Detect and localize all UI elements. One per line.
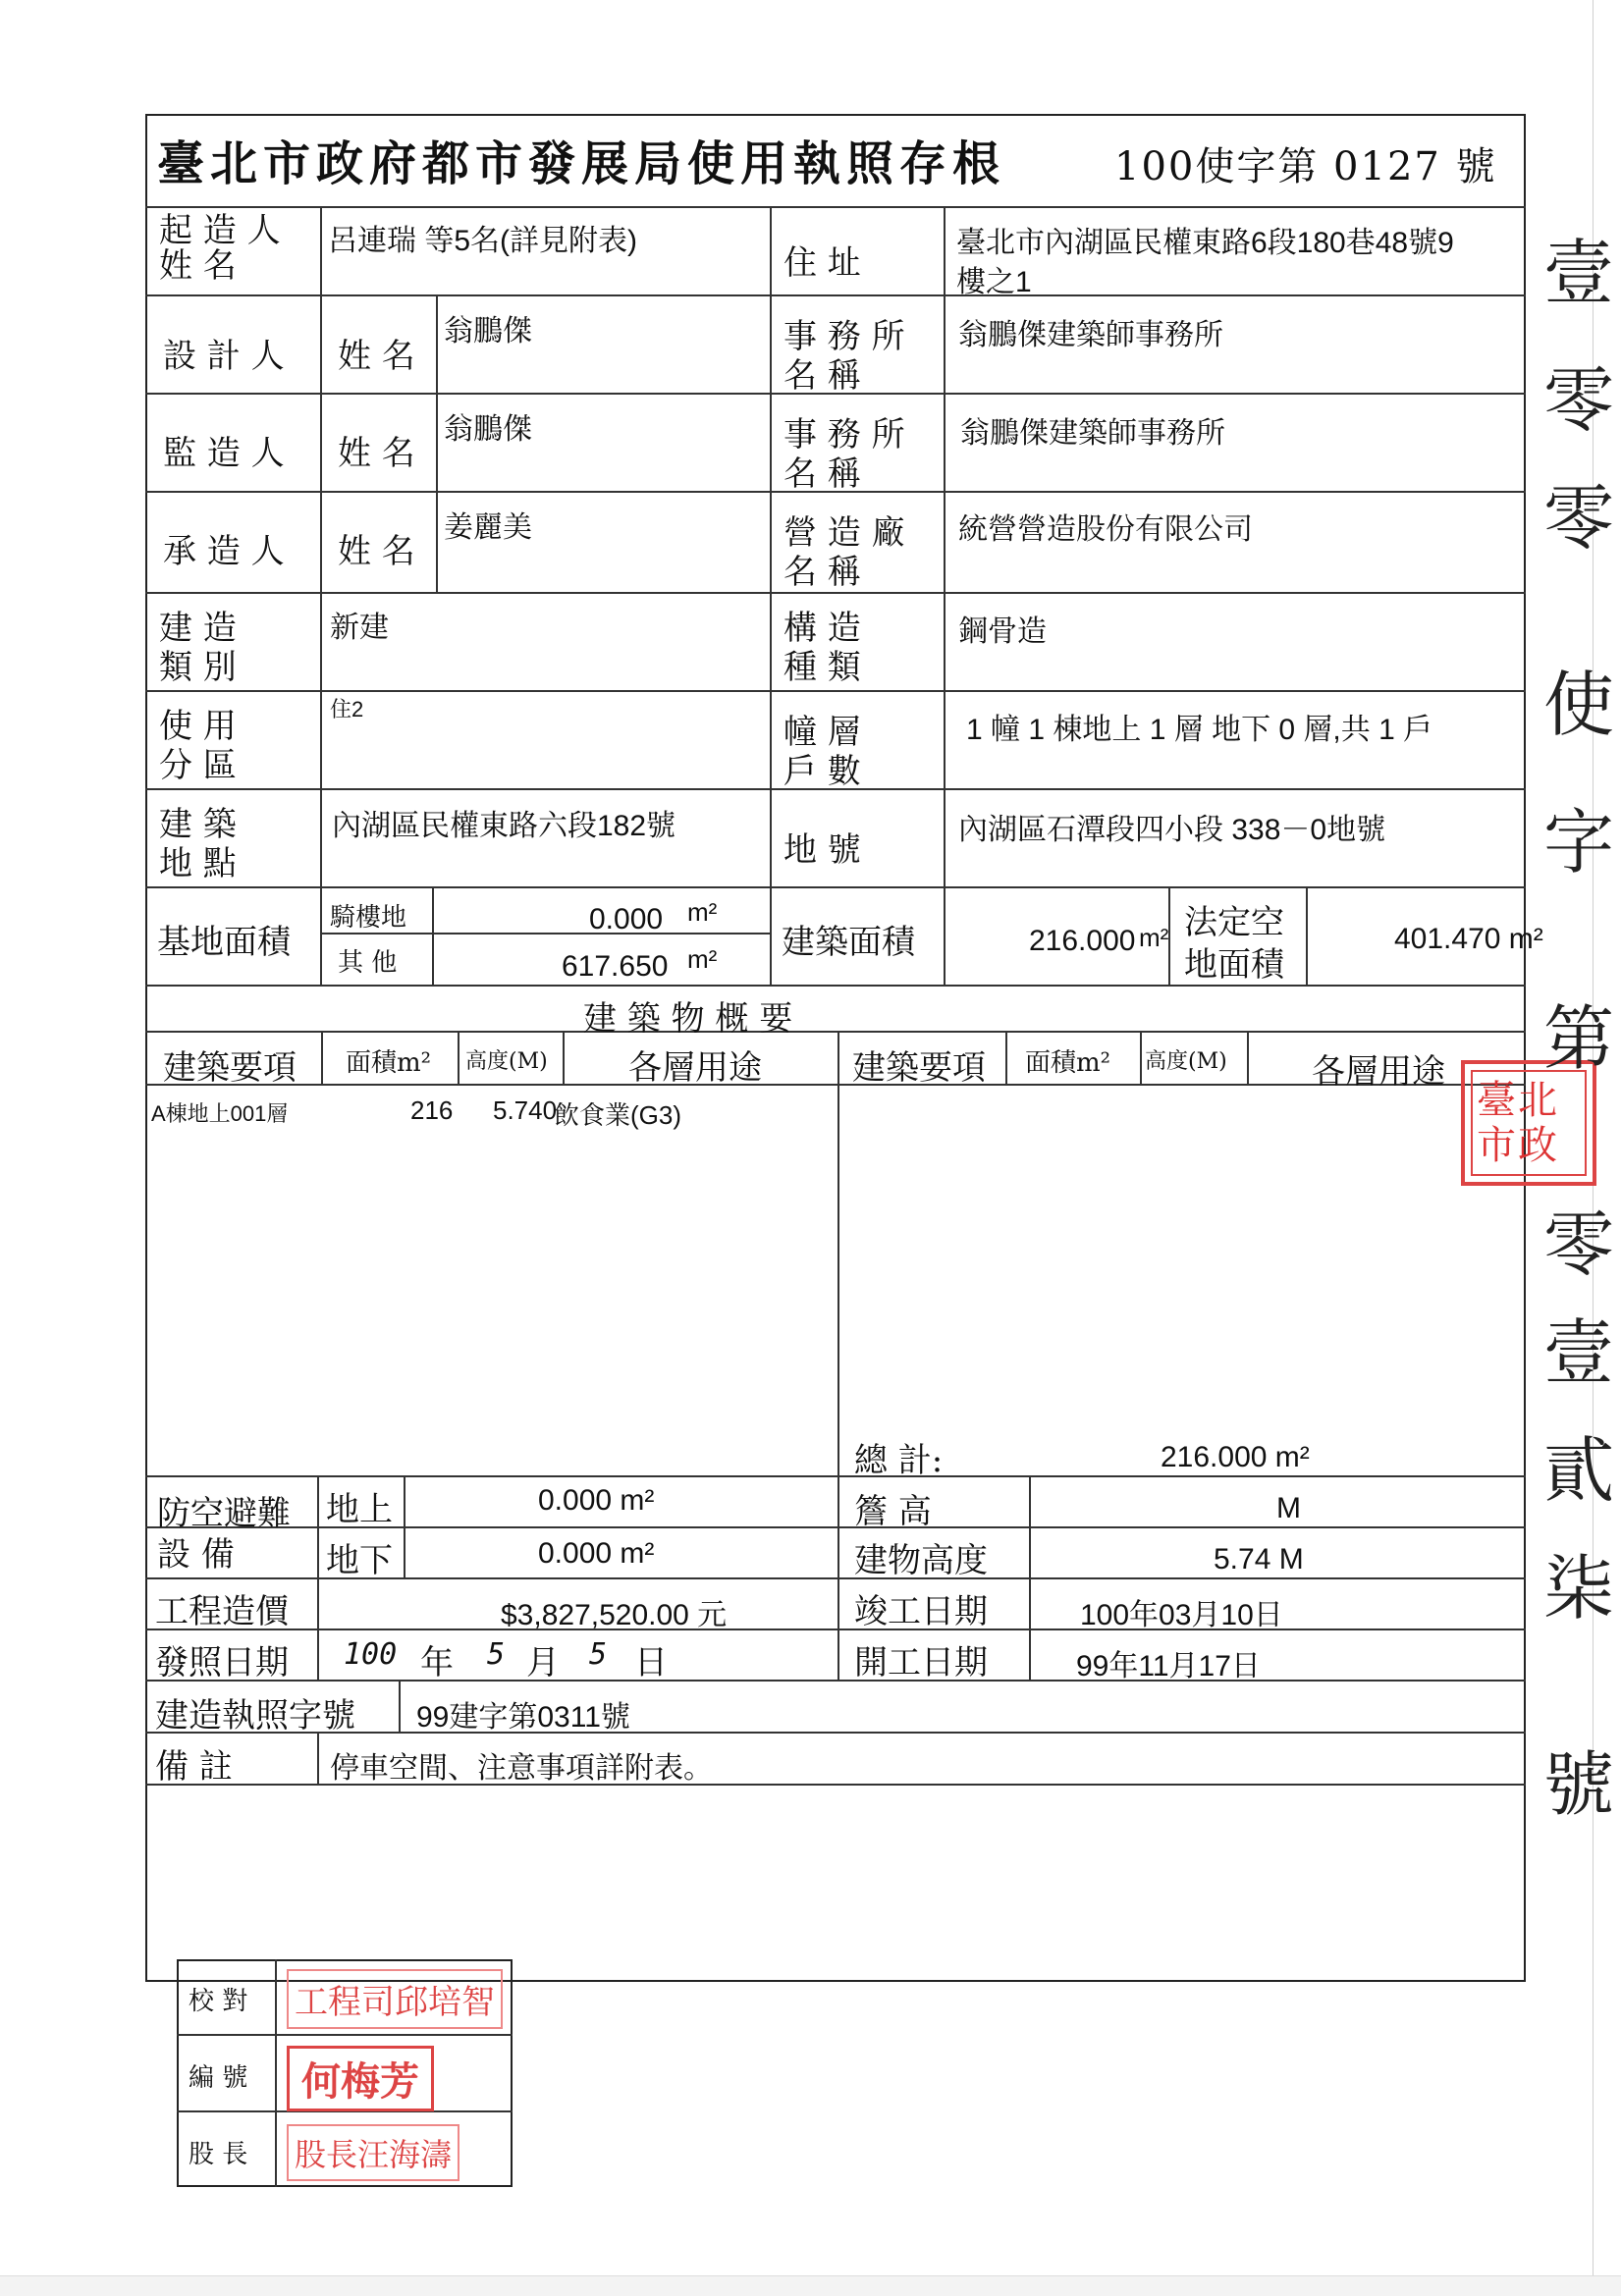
margin-char: 零: [1543, 477, 1615, 560]
rule: [838, 1475, 839, 1680]
col-area-right: 面積m²: [1025, 1048, 1111, 1078]
site-label-2: 地 點: [159, 844, 237, 883]
rule: [145, 294, 1526, 296]
rule: [145, 206, 1526, 208]
margin-char: 貳: [1543, 1429, 1615, 1512]
proofread-label: 校 對: [189, 1987, 248, 2016]
completion-date: 100年03月10日: [1080, 1599, 1283, 1631]
contractor-company: 統營營造股份有限公司: [958, 513, 1253, 546]
building-height-label: 建物高度: [854, 1541, 988, 1580]
floor-row-area: 216: [410, 1095, 454, 1125]
rule: [177, 2034, 513, 2036]
rule: [404, 1475, 405, 1577]
issue-day: 5: [589, 1637, 608, 1672]
supervisor-office-label-1: 事 務 所: [783, 415, 905, 454]
floor-row-use: 飲食業(G3): [554, 1100, 682, 1130]
margin-char: 零: [1543, 359, 1615, 442]
remarks-label: 備 註: [155, 1747, 233, 1787]
rule: [1140, 1031, 1142, 1084]
col-item-left: 建築要項: [163, 1048, 297, 1088]
rule: [145, 1031, 1526, 1033]
designer-label: 設 計 人: [163, 337, 285, 376]
rule: [145, 1680, 1526, 1682]
margin-char: 壹: [1543, 1311, 1615, 1394]
rule: [944, 206, 946, 985]
eaves-height: M: [1276, 1492, 1301, 1524]
overview-title: 建 築 物 概 要: [583, 999, 793, 1039]
supervisor-name-label: 姓 名: [338, 434, 415, 473]
rule: [432, 886, 434, 985]
rule: [1247, 1031, 1249, 1084]
rule: [145, 985, 1526, 987]
contractor-name-label: 姓 名: [338, 532, 415, 571]
units-label-1: 幢 層: [783, 713, 861, 752]
start-date: 99年11月17日: [1076, 1650, 1261, 1682]
margin-char: 柒: [1543, 1547, 1615, 1629]
col-use-right: 各層用途: [1312, 1052, 1445, 1092]
structure-label-1: 構 造: [783, 609, 861, 648]
building-area-unit: m²: [1139, 923, 1169, 952]
section-chief-label: 股 長: [189, 2140, 248, 2169]
building-height: 5.74 M: [1214, 1543, 1304, 1575]
rule: [145, 1475, 1526, 1477]
build-type-label-1: 建 造: [159, 609, 237, 648]
address-line-2: 樓之1: [956, 266, 1032, 298]
completion-label: 竣工日期: [854, 1592, 988, 1631]
floor-row-height: 5.740: [493, 1095, 558, 1125]
contractor-company-label-2: 名 稱: [783, 553, 861, 592]
rule: [563, 1031, 565, 1084]
open-space-area: 401.470 m²: [1394, 923, 1543, 955]
numbering-label: 編 號: [189, 2063, 248, 2093]
issue-label: 發照日期: [155, 1643, 289, 1682]
zone-label-1: 使 用: [159, 707, 237, 746]
other-area: 617.650: [562, 950, 669, 983]
eaves-label: 簷 高: [854, 1492, 932, 1531]
col-item-right: 建築要項: [852, 1048, 986, 1088]
total-label: 總 計:: [854, 1441, 944, 1480]
remarks-text: 停車空間、注意事項詳附表。: [330, 1752, 713, 1785]
zone-value: 住2: [330, 697, 364, 721]
seal-glyph: 臺北 市政: [1477, 1078, 1559, 1168]
building-area: 216.000: [1029, 925, 1136, 957]
issue-year: 100: [344, 1637, 398, 1672]
designer-office-label-2: 名 稱: [783, 356, 861, 396]
col-area-left: 面積m²: [346, 1048, 432, 1078]
rule: [838, 1031, 839, 1475]
shelter-above: 0.000 m²: [538, 1484, 655, 1517]
permit-number: 100使字第 0127 號: [1114, 144, 1497, 189]
margin-char: 使: [1543, 664, 1615, 746]
lot-label: 地 號: [783, 830, 861, 870]
proofread-signature-stamp: 工程司邱培智: [287, 1969, 503, 2029]
building-area-label: 建築面積: [782, 923, 915, 962]
units-value: 1 幢 1 棟地上 1 層 地下 0 層,共 1 戶: [966, 714, 1433, 746]
supervisor-label: 監 造 人: [163, 434, 285, 473]
rule: [317, 1732, 319, 1784]
chief-signature-stamp: 股長汪海濤: [287, 2124, 459, 2181]
designer-name: 翁鵬傑: [444, 315, 532, 347]
page-bottom-edge: [0, 2275, 1621, 2296]
shelter-above-label: 地上: [326, 1490, 393, 1529]
license-label: 建造執照字號: [155, 1696, 355, 1735]
col-height-right: 高度(M): [1145, 1049, 1227, 1074]
issue-month-char: 月: [526, 1643, 560, 1682]
rule: [275, 1959, 277, 2187]
rule: [458, 1031, 459, 1084]
numbering-signature-stamp: 何梅芳: [287, 2046, 434, 2111]
site-label-1: 建 築: [159, 805, 237, 844]
rule: [399, 1680, 401, 1732]
supervisor-office: 翁鵬傑建築師事務所: [960, 417, 1225, 450]
applicant-label: [159, 211, 311, 286]
col-height-left: 高度(M): [465, 1049, 548, 1074]
zone-label-2: 分 區: [159, 746, 237, 785]
col-use-left: 各層用途: [628, 1048, 762, 1088]
units-label-2: 戶 數: [783, 752, 861, 791]
start-label: 開工日期: [854, 1643, 988, 1682]
designer-office-label-1: 事 務 所: [783, 317, 905, 356]
margin-char: 第: [1543, 997, 1615, 1080]
build-type: 新建: [330, 612, 389, 644]
document-title: 臺北市政府都市發展局使用執照存根: [157, 136, 1006, 191]
rule: [145, 1629, 1526, 1630]
other-unit: m²: [687, 944, 718, 974]
rule: [321, 1031, 323, 1084]
open-space-label-2: 地面積: [1184, 945, 1284, 985]
shelter-below: 0.000 m²: [538, 1537, 655, 1570]
address-label: 住 址: [783, 243, 861, 283]
shelter-below-label: 地下: [326, 1541, 393, 1580]
floor-row-item: A棟地上001層: [151, 1101, 289, 1126]
rule: [1005, 1031, 1007, 1084]
rule: [145, 690, 1526, 692]
total-area: 216.000 m²: [1161, 1441, 1310, 1473]
cost-label: 工程造價: [155, 1592, 289, 1631]
rule: [1029, 1475, 1031, 1680]
site-area-label: 基地面積: [157, 923, 291, 962]
margin-char: 零: [1543, 1203, 1615, 1286]
arcade-unit: m²: [687, 897, 718, 927]
lot-number: 內湖區石潭段四小段 338－0地號: [958, 814, 1386, 846]
shelter-label-2: 設 備: [157, 1535, 235, 1575]
construction-cost: $3,827,520.00 元: [501, 1599, 728, 1631]
designer-name-label: 姓 名: [338, 337, 415, 376]
arcade-label: 騎樓地: [330, 903, 407, 933]
rule: [317, 1475, 319, 1577]
label-line: 姓 名: [159, 246, 237, 286]
contractor-company-label-1: 營 造 廠: [783, 513, 905, 553]
designer-office: 翁鵬傑建築師事務所: [958, 319, 1223, 351]
open-space-label-1: 法定空: [1184, 903, 1284, 942]
contractor-label: 承 造 人: [163, 532, 285, 571]
site-address: 內湖區民權東路六段182號: [332, 810, 676, 842]
issue-year-char: 年: [420, 1643, 454, 1682]
margin-char: 壹: [1543, 232, 1615, 314]
address-line-1: 臺北市內湖區民權東路6段180巷48號9: [956, 227, 1454, 259]
rule: [436, 294, 438, 592]
rule: [320, 206, 322, 985]
structure-label-2: 種 類: [783, 648, 861, 687]
applicant-name: 呂連瑞 等5名(詳見附表): [328, 225, 637, 257]
margin-char: 字: [1543, 801, 1615, 883]
issue-day-char: 日: [634, 1643, 668, 1682]
rule: [145, 886, 1526, 888]
supervisor-office-label-2: 名 稱: [783, 454, 861, 494]
margin-char: 號: [1543, 1743, 1615, 1826]
other-label: 其 他: [338, 948, 398, 978]
contractor-name: 姜麗美: [444, 511, 532, 544]
rule: [770, 206, 772, 985]
structure-type: 鋼骨造: [958, 615, 1047, 648]
arcade-area: 0.000: [589, 903, 664, 935]
shelter-label-1: 防空避難: [157, 1494, 291, 1533]
license-number: 99建字第0311號: [416, 1701, 630, 1734]
issue-month: 5: [487, 1637, 506, 1672]
label-line: 起 造 人: [159, 211, 281, 250]
rule: [317, 1577, 319, 1680]
build-type-label-2: 類 別: [159, 648, 237, 687]
supervisor-name: 翁鵬傑: [444, 413, 532, 446]
rule: [1306, 886, 1308, 985]
